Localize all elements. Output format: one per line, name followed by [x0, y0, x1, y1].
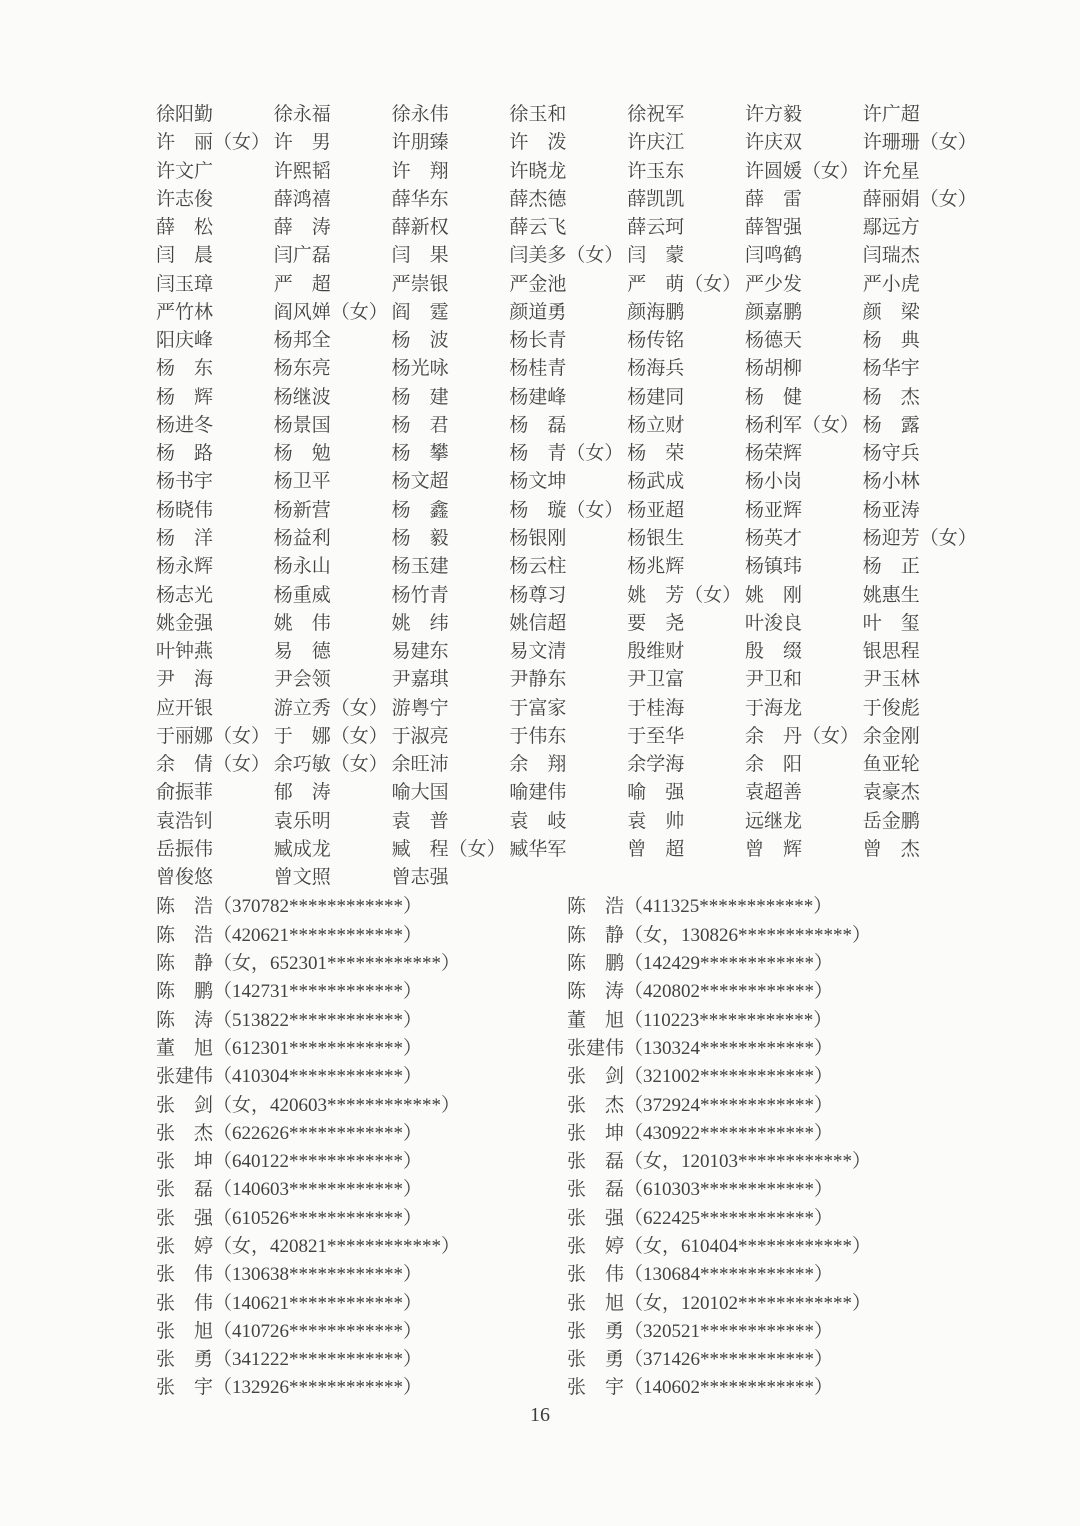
person-name: 姚 芳（女）: [627, 584, 742, 606]
person-id-entry: 陈 静（女，130826************）: [567, 924, 872, 946]
person-name: 阎 霆: [391, 301, 449, 323]
person-name: 薛杰德: [509, 188, 567, 210]
person-id-entry: 陈 鹏（142731************）: [156, 981, 423, 1003]
person-id-entry: 张 伟（140621************）: [156, 1292, 423, 1314]
person-name: 袁 普: [391, 810, 449, 832]
person-id-entry: 张 强（622425************）: [567, 1207, 834, 1229]
person-name: 杨 露: [862, 414, 920, 436]
person-name: 杨文坤: [509, 471, 567, 493]
person-id-entry: 陈 浩（411325************）: [567, 896, 833, 918]
person-name: 臧华军: [509, 838, 567, 860]
person-name: 曾俊悠: [156, 867, 214, 889]
person-id-entry: 陈 浩（420621************）: [156, 924, 423, 946]
person-id-entry: 张 剑（321002************）: [567, 1066, 834, 1088]
person-name: 杨玉建: [391, 556, 449, 578]
person-name: 易建东: [391, 641, 449, 663]
person-name: 许朋臻: [391, 132, 449, 154]
person-name: 杨 璇（女）: [509, 499, 624, 521]
person-name: 杨 青（女）: [509, 443, 624, 465]
page-number: 16: [530, 1404, 550, 1426]
person-name: 尹卫和: [744, 669, 802, 691]
person-name: 闫 果: [391, 245, 449, 267]
person-id-entry: 董 旭（612301************）: [156, 1037, 423, 1059]
person-name: 杨建同: [627, 386, 685, 408]
person-name: 杨 辉: [156, 386, 214, 408]
person-name: 曾 杰: [862, 838, 920, 860]
person-name: 要 尧: [627, 612, 685, 634]
person-name: 杨 东: [156, 358, 214, 380]
person-name: 徐永伟: [391, 104, 449, 125]
person-name: 严崇银: [391, 273, 449, 295]
person-name: 鱼亚轮: [862, 754, 920, 776]
person-name: 银思程: [862, 641, 920, 663]
person-name: 薛凯凯: [627, 188, 685, 210]
person-name: 严小虎: [862, 273, 920, 295]
person-id-entry: 张 婷（女，610404************）: [567, 1236, 872, 1257]
person-id-entry: 张 坤（430922************）: [567, 1122, 834, 1144]
person-name: 颜海鹏: [627, 301, 685, 323]
id-list-right-column: [567, 893, 986, 1402]
person-id-entry: 陈 鹏（142429************）: [567, 953, 834, 975]
person-name: 杨亚涛: [862, 499, 920, 521]
person-name: 杨书宇: [156, 471, 214, 493]
person-name: 易 德: [273, 641, 331, 663]
person-name: 薛华东: [391, 188, 449, 210]
person-name: 余 倩（女）: [156, 754, 271, 776]
person-name: 曾文照: [273, 867, 331, 889]
person-name: 严金池: [509, 273, 567, 295]
person-id-entry: 张 杰（622626************）: [156, 1122, 423, 1144]
person-name: 杨 洋: [156, 527, 214, 549]
id-list-left-column: [156, 893, 567, 1402]
person-name: 于伟东: [509, 725, 567, 747]
person-name: 杨 磊: [509, 414, 567, 436]
person-name: 杨小岗: [744, 471, 802, 493]
person-name: 徐玉和: [509, 104, 567, 125]
person-name: 曾 辉: [744, 838, 802, 860]
person-name: 闫美多（女）: [509, 245, 624, 267]
person-name: 薛 松: [156, 217, 214, 239]
person-name: 叶浚良: [744, 612, 802, 634]
person-id-entry: 张 宇（140602************）: [567, 1377, 834, 1399]
person-name: 杨益利: [273, 527, 331, 549]
person-id-entry: 张 剑（女，420603************）: [156, 1094, 461, 1116]
person-name: 杨华宇: [862, 358, 920, 380]
person-name: 薛智强: [744, 217, 802, 239]
person-id-entry: 张 勇（341222************）: [156, 1349, 423, 1371]
person-name: 杨荣辉: [744, 443, 802, 465]
person-name: 杨 杰: [862, 386, 920, 408]
person-name: 许玉东: [627, 160, 685, 182]
person-id-entry: 陈 浩（370782************）: [156, 896, 423, 918]
person-name: 杨传铭: [627, 330, 685, 352]
person-name: 于淑亮: [391, 725, 449, 747]
person-name: 颜道勇: [509, 301, 567, 323]
person-name: 许 翔: [391, 160, 449, 182]
person-name: 颜嘉鹏: [744, 301, 802, 323]
person-name: 余金刚: [862, 725, 920, 747]
person-name: 于富家: [509, 697, 567, 719]
person-name: 殷 缀: [744, 641, 802, 663]
person-name: 许 泼: [509, 132, 567, 154]
person-id-entry: 张 磊（610303************）: [567, 1179, 834, 1201]
person-name: 杨德天: [744, 330, 802, 352]
person-name: 闫 蒙: [627, 245, 685, 267]
person-id-entry: 陈 涛（420802************）: [567, 981, 834, 1003]
person-name: 姚 伟: [273, 612, 331, 634]
person-id-entry: 张 坤（640122************）: [156, 1151, 423, 1173]
person-name: 颜 梁: [862, 301, 920, 323]
person-name: 薛云飞: [509, 217, 567, 239]
page-content: [156, 101, 986, 1403]
person-name: 臧成龙: [273, 838, 331, 860]
person-name: 严 萌（女）: [627, 273, 742, 295]
person-name: 许珊珊（女）: [862, 132, 977, 154]
person-id-entry: 张 磊（女，120103************）: [567, 1151, 872, 1173]
person-name: 杨光咏: [391, 358, 449, 380]
person-name: 杨银生: [627, 527, 685, 549]
person-name: 曾 超: [627, 838, 685, 860]
person-name: 杨 鑫: [391, 499, 449, 521]
person-name: 岳振伟: [156, 838, 214, 860]
person-name: 薛丽娟（女）: [862, 188, 977, 210]
person-name: 杨晓伟: [156, 499, 214, 521]
person-name: 游粤宁: [391, 697, 449, 719]
person-name: 袁 岐: [509, 810, 567, 832]
person-name: 闫瑞杰: [862, 245, 920, 267]
person-name: 袁豪杰: [862, 782, 920, 804]
person-name: 许圆媛（女）: [744, 160, 859, 182]
person-name: 俞振菲: [156, 782, 214, 804]
person-name: 余旺沛: [391, 754, 449, 776]
person-id-entry: 陈 涛（513822************）: [156, 1009, 423, 1031]
person-name: 闫 晨: [156, 245, 214, 267]
person-name: 薛鸿禧: [273, 188, 331, 210]
person-name: 许广超: [862, 104, 920, 125]
person-id-entry: 张 宇（132926************）: [156, 1377, 423, 1399]
person-name: 姚金强: [156, 612, 214, 634]
person-name: 应开银: [156, 697, 214, 719]
person-name: 杨守兵: [862, 443, 920, 465]
person-name: 徐阳勤: [156, 104, 214, 125]
person-name: 杨志光: [156, 584, 214, 606]
person-name: 许允星: [862, 160, 920, 182]
person-name: 喻 强: [627, 782, 685, 804]
person-name: 阎风婵（女）: [273, 301, 388, 323]
person-name: 杨永辉: [156, 556, 214, 578]
person-name: 杨 正: [862, 556, 920, 578]
person-name: 于海龙: [744, 697, 802, 719]
person-name: 臧 程（女）: [391, 838, 506, 860]
person-name: 尹 海: [156, 669, 214, 691]
person-name: 杨竹青: [391, 584, 449, 606]
person-name: 余 阳: [744, 754, 802, 776]
person-name: 远继龙: [744, 810, 802, 832]
person-name: 杨卫平: [273, 471, 331, 493]
person-name: 喻建伟: [509, 782, 567, 804]
person-name: 杨长青: [509, 330, 567, 352]
person-name: 杨立财: [627, 414, 685, 436]
person-name: 尹嘉琪: [391, 669, 449, 691]
person-name: 杨继波: [273, 386, 331, 408]
person-name: 杨 建: [391, 386, 449, 408]
person-name: 杨迎芳（女）: [862, 527, 977, 549]
person-name: 许庆江: [627, 132, 685, 154]
person-name: 杨镇玮: [744, 556, 802, 578]
person-name: 杨武成: [627, 471, 685, 493]
person-name: 杨海兵: [627, 358, 685, 380]
person-name: 徐永福: [273, 104, 331, 125]
person-name: 曾志强: [391, 867, 449, 889]
person-name: 杨亚辉: [744, 499, 802, 521]
person-name: 闫玉璋: [156, 273, 214, 295]
person-name: 杨 攀: [391, 443, 449, 465]
person-name: 郁 涛: [273, 782, 331, 804]
person-name: 叶 玺: [862, 612, 920, 634]
person-name: 严 超: [273, 273, 331, 295]
person-name: 杨桂青: [509, 358, 567, 380]
person-name: 杨邦全: [273, 330, 331, 352]
person-name: 杨利军（女）: [744, 414, 859, 436]
person-name: 杨文超: [391, 471, 449, 493]
person-name: 杨银刚: [509, 527, 567, 549]
person-name: 薛云珂: [627, 217, 685, 239]
person-name: 薛 雷: [744, 188, 802, 210]
person-id-entry: 张 勇（371426************）: [567, 1349, 834, 1371]
person-name: 余学海: [627, 754, 685, 776]
person-name: 袁浩钊: [156, 810, 214, 832]
person-name: 杨小林: [862, 471, 920, 493]
person-name: 于桂海: [627, 697, 685, 719]
person-name: 许晓龙: [509, 160, 567, 182]
person-name: 闫广磊: [273, 245, 331, 267]
person-name: 余巧敏（女）: [273, 754, 388, 776]
person-name: 杨景国: [273, 414, 331, 436]
person-id-entry: 张 杰（372924************）: [567, 1094, 834, 1116]
person-name: 袁乐明: [273, 810, 331, 832]
person-name: 杨 典: [862, 330, 920, 352]
person-name: 杨永山: [273, 556, 331, 578]
person-name: 薛新权: [391, 217, 449, 239]
person-name: 杨新营: [273, 499, 331, 521]
person-id-entry: 张建伟（410304************）: [156, 1066, 423, 1088]
person-name: 杨建峰: [509, 386, 567, 408]
person-name: 阳庆峰: [156, 330, 214, 352]
person-id-entry: 张建伟（130324************）: [567, 1037, 834, 1059]
person-id-entry: 陈 静（女，652301************）: [156, 953, 461, 975]
person-name: 杨 波: [391, 330, 449, 352]
person-name: 尹玉林: [862, 669, 920, 691]
person-name: 杨 健: [744, 386, 802, 408]
person-id-entry: 张 伟（130684************）: [567, 1264, 834, 1286]
id-list-section: [156, 893, 986, 1402]
person-name: 袁 帅: [627, 810, 685, 832]
name-grid: [156, 101, 986, 892]
person-name: 薛 涛: [273, 217, 331, 239]
person-name: 余 翔: [509, 754, 567, 776]
person-name: 许方毅: [744, 104, 802, 125]
person-id-entry: 张 强（610526************）: [156, 1207, 423, 1229]
person-name: 姚 刚: [744, 584, 802, 606]
person-name: 姚信超: [509, 612, 567, 634]
person-name: 易文清: [509, 641, 567, 663]
person-name: 徐祝军: [627, 104, 685, 125]
person-name: 闫鸣鹤: [744, 245, 802, 267]
person-name: 杨 路: [156, 443, 214, 465]
person-name: 杨 勉: [273, 443, 331, 465]
person-name: 姚 纬: [391, 612, 449, 634]
person-name: 于至华: [627, 725, 685, 747]
person-name: 许 男: [273, 132, 331, 154]
person-name: 游立秀（女）: [273, 697, 388, 719]
person-id-entry: 张 旭（女，120102************）: [567, 1292, 872, 1314]
person-id-entry: 张 磊（140603************）: [156, 1179, 423, 1201]
person-name: 许 丽（女）: [156, 132, 271, 154]
person-name: 叶钟燕: [156, 641, 214, 663]
person-name: 杨兆辉: [627, 556, 685, 578]
person-name: 杨 毅: [391, 527, 449, 549]
person-name: 于 娜（女）: [273, 725, 388, 747]
person-name: 杨重威: [273, 584, 331, 606]
person-name: 杨东亮: [273, 358, 331, 380]
person-id-entry: 张 旭（410726************）: [156, 1320, 423, 1342]
person-id-entry: 张 勇（320521************）: [567, 1320, 834, 1342]
person-name: 杨云柱: [509, 556, 567, 578]
person-name: 尹卫富: [627, 669, 685, 691]
person-name: 袁超善: [744, 782, 802, 804]
person-name: 喻大国: [391, 782, 449, 804]
person-name: 严少发: [744, 273, 802, 295]
person-name: 尹会领: [273, 669, 331, 691]
person-name: 殷维财: [627, 641, 685, 663]
person-name: 严竹林: [156, 301, 214, 323]
person-name: 许庆双: [744, 132, 802, 154]
person-name: 姚惠生: [862, 584, 920, 606]
person-id-entry: 张 婷（女，420821************）: [156, 1236, 461, 1257]
person-name: 余 丹（女）: [744, 725, 859, 747]
person-id-entry: 张 伟（130638************）: [156, 1264, 423, 1286]
person-name: 岳金鹏: [862, 810, 920, 832]
person-name: 于丽娜（女）: [156, 725, 271, 747]
person-name: 杨 君: [391, 414, 449, 436]
person-name: 许熙韬: [273, 160, 331, 182]
person-name: 杨 荣: [627, 443, 685, 465]
person-name: 杨亚超: [627, 499, 685, 521]
person-name: 于俊彪: [862, 697, 920, 719]
person-name: 许文广: [156, 160, 214, 182]
person-name: 尹静东: [509, 669, 567, 691]
person-name: 杨进冬: [156, 414, 214, 436]
person-name: 杨胡柳: [744, 358, 802, 380]
person-id-entry: 董 旭（110223************）: [567, 1009, 833, 1031]
person-name: 杨英才: [744, 527, 802, 549]
person-name: 鄢远方: [862, 217, 920, 239]
person-name: 许志俊: [156, 188, 214, 210]
person-name: 杨尊习: [509, 584, 567, 606]
